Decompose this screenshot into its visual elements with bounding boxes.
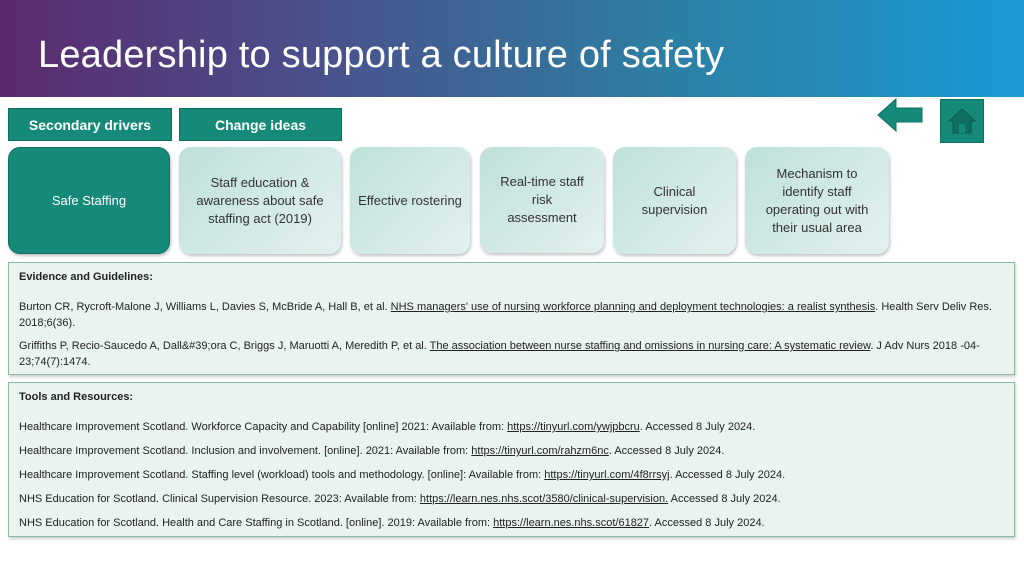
change-idea-label: Real-time staff risk assessment (500, 174, 584, 225)
tools-ref (19, 467, 1004, 483)
ref-link[interactable]: NHS managers' use of nursing workforce planning and deployment technologies: a realist synthesis (390, 301, 876, 313)
evidence-ref (19, 299, 1004, 331)
tools-panel (8, 382, 1015, 537)
arrow-left-icon (876, 97, 924, 133)
change-idea-card[interactable] (613, 147, 736, 254)
home-icon (947, 106, 977, 136)
ref-text: Accessed 8 July 2024. (668, 493, 781, 505)
change-idea-label: Staff education & awareness about safe staffing act (2019) (196, 174, 324, 226)
tools-ref (19, 443, 1004, 459)
ref-text: . Accessed 8 July 2024. (608, 445, 725, 457)
change-idea-label: Clinical supervision (641, 183, 708, 217)
back-button[interactable] (876, 97, 924, 133)
tools-title: Tools and Resources: (19, 391, 134, 403)
ref-text: Griffiths P, Recio-Saucedo A, Dall&#39;ora C, Briggs J, Maruotti A, Meredith P, et al. (19, 340, 430, 352)
evidence-ref (19, 338, 1004, 370)
ref-text: . Accessed 8 July 2024. (669, 469, 786, 481)
ref-link[interactable]: The association between nurse staffing and omissions in nursing care: A systematic review (429, 340, 871, 352)
change-idea-card[interactable] (745, 147, 889, 254)
ref-text: NHS Education for Scotland. Health and Care Staffing in Scotland. [online]. 2019: Available from: (19, 517, 494, 529)
ref-text: . Accessed 8 July 2024. (649, 517, 765, 529)
home-button[interactable] (940, 99, 984, 143)
tools-ref (19, 515, 1004, 531)
tools-ref (19, 419, 1004, 435)
header-banner (0, 0, 1024, 97)
ref-link[interactable]: https://tinyurl.com/ywjpbcru (507, 421, 640, 433)
ref-text: Healthcare Improvement Scotland. Inclusion and involvement. [online]. 2021: Available from: (19, 445, 472, 457)
ref-text: Healthcare Improvement Scotland. Staffing level (workload) tools and methodology. [online]: Available from: (19, 469, 545, 481)
ref-text: Healthcare Improvement Scotland. Workforce Capacity and Capability [online] 2021: Available from: (19, 421, 508, 433)
change-idea-card[interactable] (350, 147, 470, 254)
change-idea-card[interactable] (179, 147, 341, 254)
ref-link[interactable]: https://learn.nes.nhs.scot/61827 (493, 517, 650, 529)
ref-link[interactable]: https://tinyurl.com/rahzm6nc (471, 445, 609, 457)
change-idea-card[interactable] (480, 147, 604, 253)
evidence-title: Evidence and Guidelines: (19, 271, 153, 283)
change-idea-label: Effective rostering (358, 192, 462, 208)
tab-secondary-drivers[interactable]: Secondary drivers (8, 108, 172, 141)
driver-label: Safe Staffing (51, 192, 127, 208)
ref-text: . J Adv Nurs 2018 -04-23;74(7):1474. (19, 340, 980, 368)
ref-text: NHS Education for Scotland. Clinical Supervision Resource. 2023: Available from: (19, 493, 420, 505)
driver-card-safe-staffing[interactable] (8, 147, 170, 254)
ref-link[interactable]: https://learn.nes.nhs.scot/3580/clinical-supervision. (419, 493, 669, 505)
change-idea-label: Mechanism to identify staff operating out with their usual area (765, 165, 869, 235)
ref-text: . Accessed 8 July 2024. (639, 421, 756, 433)
page-title: Leadership to support a culture of safety (38, 34, 725, 76)
tab-change-ideas[interactable]: Change ideas (179, 108, 342, 141)
ref-text: . Health Serv Deliv Res. 2018;6(36). (19, 301, 992, 329)
ref-text: Burton CR, Rycroft-Malone J, Williams L, Davies S, McBride A, Hall B, et al. (19, 301, 391, 313)
ref-link[interactable]: https://tinyurl.com/4f8rrsyj (544, 469, 670, 481)
tools-ref (19, 491, 1004, 507)
evidence-panel (8, 262, 1015, 375)
